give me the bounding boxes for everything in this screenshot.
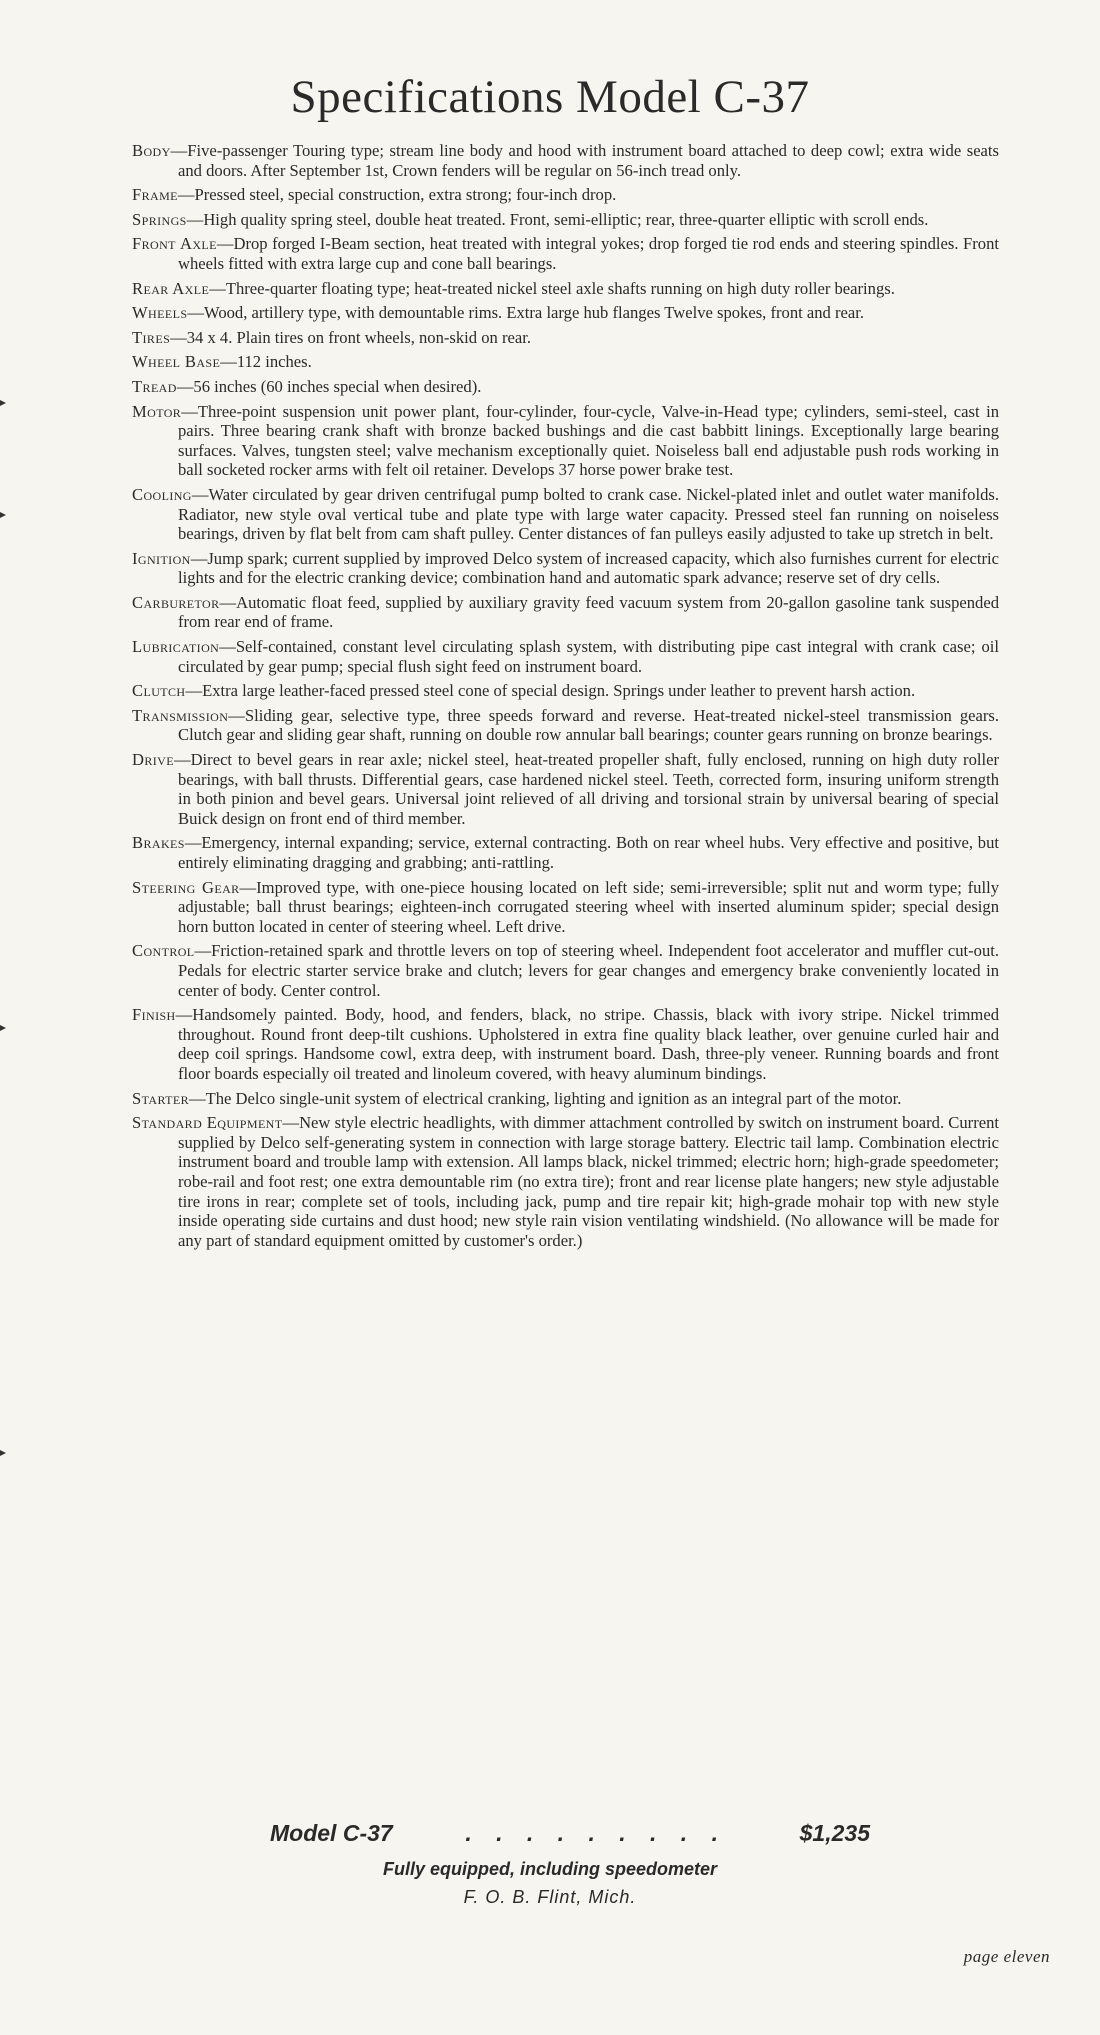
spec-term: Starter: [132, 1088, 190, 1108]
spec-text: —High quality spring steel, double heat treated. Front, semi-elliptic; rear, three-quarter elliptic with scroll ends.: [186, 209, 929, 229]
spec-text: —Direct to bevel gears in rear axle; nickel steel, heat-treated propeller shaft, fully enclosed, running on high duty roller bearings, with ball thrusts. Differential gears, case hardened nickel steel. Teeth, corrected form, insuring uniform strength in both pinion and bevel gears. Universal joint relieved of all driving and torsional strain by universal bearing of special Buick design on front end of third member.: [173, 750, 999, 828]
spec-text: —Friction-retained spark and throttle levers on top of steering wheel. Independent foot accelerator and muffler cut-out. Pedals for electric starter service brake and clutch; levers for gear changes and emergency brake conveniently located in center of body. Center control.: [178, 941, 999, 1000]
spec-frame: [132, 185, 999, 205]
spec-term: Ignition: [132, 548, 191, 568]
spec-wheels: [132, 303, 999, 323]
spec-term: Lubrication: [132, 637, 220, 657]
spec-text: —Five-passenger Touring type; stream line body and hood with instrument board attached to deep cowl; extra wide seats and doors. After September 1st, Crown fenders will be regular on 56-inch tread only.: [170, 141, 999, 180]
spec-text: —Water circulated by gear driven centrifugal pump bolted to crank case. Nickel-plated inlet and outlet water manifolds. Radiator, new style oval vertical tube and plate type with large water capacity. Pressed steel fan running on noiseless bearings, driven by flat belt from cam shaft pulley. Center distances of fan pulleys easily adjusted to take up stretch in belt.: [178, 484, 999, 544]
spec-text: —New style electric headlights, with dimmer attachment controlled by switch on instrument board. Current supplied by Delco self-generating system in connection with large storage battery. Electric tail lamp. Combination electric instrument board and trouble lamp with extension. All lamps black, nickel trimmed; electric horn; high-grade speedometer; robe-rail and foot rest; one extra demountable rim (no extra tire); front and rear license plate hangers; new style adjustable tire irons in rear; complete set of tools, including jack, pump and tire repair kit; high-grade mohair top with new style inside operating side curtains and dust hood; new style rain vision ventilating windshield. (No allowance will be made for any part of standard equipment omitted by customer's order.): [178, 1113, 999, 1250]
spec-term: Frame: [132, 185, 178, 205]
spec-text: —The Delco single-unit system of electrical cranking, lighting and ignition as an integral part of the motor.: [189, 1088, 902, 1108]
spec-term: Wheel Base: [132, 352, 221, 372]
spec-text: —Drop forged I-Beam section, heat treated with integral yokes; drop forged tie rod ends and steering spindles. Front wheels fitted with extra large cup and cone ball bearings.: [178, 234, 1000, 273]
spec-term: Carburetor: [132, 592, 220, 612]
spec-text: —Emergency, internal expanding; service, external contracting. Both on rear wheel hubs. Very effective and positive, but entirely eliminating dragging and grabbing; anti-rattling.: [178, 833, 999, 872]
spec-wheel-base: [132, 352, 999, 372]
model-name: Model C-37: [270, 1820, 393, 1846]
spec-text: —Jump spark; current supplied by improved Delco system of increased capacity, which also furnishes current for electric lights and for the electric cranking device; combination hand and automatic spark advance; reserve set of dry cells.: [178, 548, 999, 588]
spec-term: Tread: [132, 376, 177, 396]
page-number: page eleven: [963, 1947, 1050, 1966]
spec-term: Wheels: [132, 303, 188, 323]
spec-text: —Three-quarter floating type; heat-treated nickel steel axle shafts running on high duty roller bearings.: [209, 278, 895, 298]
spec-ignition: [132, 549, 999, 588]
spec-term: Motor: [132, 401, 182, 421]
spec-term: Brakes: [132, 833, 185, 853]
spec-cooling: [132, 485, 999, 544]
spec-rear-axle: [132, 279, 999, 299]
spec-term: Control: [132, 941, 195, 961]
spec-springs: [132, 210, 999, 230]
spec-transmission: [132, 706, 999, 745]
spec-motor: [132, 402, 999, 480]
equipment-note: Fully equipped, including speedometer: [382, 1859, 718, 1879]
margin-mark-2: [0, 512, 6, 518]
spec-starter: [132, 1089, 999, 1109]
spec-text: —Self-contained, constant level circulating splash system, with distributing pipe cast integral with crank case; oil circulated by gear pump; special flush sight feed on instrument board.: [178, 637, 999, 676]
spec-text: —Three-point suspension unit power plant, four-cylinder, four-cycle, Valve-in-Head type; cylinders, semi-steel, cast in pairs. Three bearing crank shaft with bronze backed bushings and die cast babbitt linings. Exceptionally large bearing surfaces. Valves, tungsten steel; valve mechanism exceptionally quiet. Noiseless ball end adjustable push rods working in ball socketed rocker arms with felt oil retainer. Develops 37 horse power brake test.: [178, 401, 999, 480]
spec-text: —Pressed steel, special construction, extra strong; four-inch drop.: [177, 185, 617, 205]
margin-mark-3: [0, 1025, 6, 1031]
spec-finish: [132, 1005, 999, 1083]
spec-text: —Handsomely painted. Body, hood, and fenders, black, no stripe. Chassis, black with ivory stripe. Nickel trimmed throughout. Round front deep-tilt cushions. Upholstered in extra fine quality black leather, over genuine curled hair and deep coil springs. Handsome cowl, extra deep, with instrument board. Dash, three-ply veneer. Running boards and front floor boards especially oil treated and linoleum covered, with heavy aluminum bindings.: [175, 1005, 999, 1083]
spec-body: [132, 141, 999, 180]
spec-front-axle: [132, 234, 999, 273]
spec-term: Finish: [132, 1005, 176, 1025]
spec-text: —34 x 4. Plain tires on front wheels, non-skid on rear.: [170, 327, 531, 347]
spec-standard-equipment: [132, 1113, 999, 1250]
specifications-list: [132, 141, 999, 1255]
spec-term: Transmission: [132, 705, 229, 725]
spec-tread: [132, 377, 999, 397]
spec-text: —Sliding gear, selective type, three speeds forward and reverse. Heat-treated nickel-steel transmission gears. Clutch gear and sliding gear shaft, running on double row annular ball bearings; counter gears running on bronze bearings.: [178, 705, 999, 745]
spec-term: Springs: [132, 209, 187, 229]
spec-brakes: [132, 833, 999, 872]
spec-term: Cooling: [132, 484, 192, 504]
spec-drive: [132, 750, 999, 828]
margin-mark-4: [0, 1450, 6, 1456]
spec-text: —Improved type, with one-piece housing located on left side; semi-irreversible; split nut and worm type; fully adjustable; ball thrust bearings; eighteen-inch corrugated steering wheel with inserted aluminum spider; special design horn button located in center of steering wheel. Left drive.: [178, 877, 999, 936]
spec-term: Steering Gear: [132, 877, 240, 897]
spec-term: Front Axle: [132, 234, 217, 254]
spec-carburetor: [132, 593, 999, 632]
spec-term: Tires: [132, 327, 171, 347]
margin-mark-1: [0, 400, 6, 406]
spec-text: —Extra large leather-faced pressed steel cone of special design. Springs under leather to prevent harsh action.: [185, 681, 916, 701]
spec-text: —Wood, artillery type, with demountable rims. Extra large hub flanges Twelve spokes, front and rear.: [187, 303, 864, 323]
spec-term: Drive: [132, 750, 174, 770]
spec-tires: [132, 328, 999, 348]
fob-location: F. O. B. Flint, Mich.: [463, 1887, 637, 1907]
page-title: Specifications Model C-37: [290, 71, 810, 123]
leader-dots: . . . . . . . . .: [465, 1820, 727, 1846]
price-line: [270, 1820, 870, 1847]
spec-text: —112 inches.: [220, 352, 312, 372]
spec-text: —Automatic float feed, supplied by auxiliary gravity feed vacuum system from 20-gallon gasoline tank suspended from rear end of frame.: [178, 592, 999, 632]
spec-lubrication: [132, 637, 999, 676]
spec-steering-gear: [132, 878, 999, 937]
spec-clutch: [132, 681, 999, 701]
spec-term: Rear Axle: [132, 278, 210, 298]
spec-term: Clutch: [132, 681, 186, 701]
spec-term: Body: [132, 141, 171, 160]
spec-text: —56 inches (60 inches special when desired).: [176, 376, 482, 396]
spec-term: Standard Equipment: [132, 1113, 283, 1133]
price-amount: $1,235: [799, 1820, 870, 1846]
spec-control: [132, 941, 999, 1000]
